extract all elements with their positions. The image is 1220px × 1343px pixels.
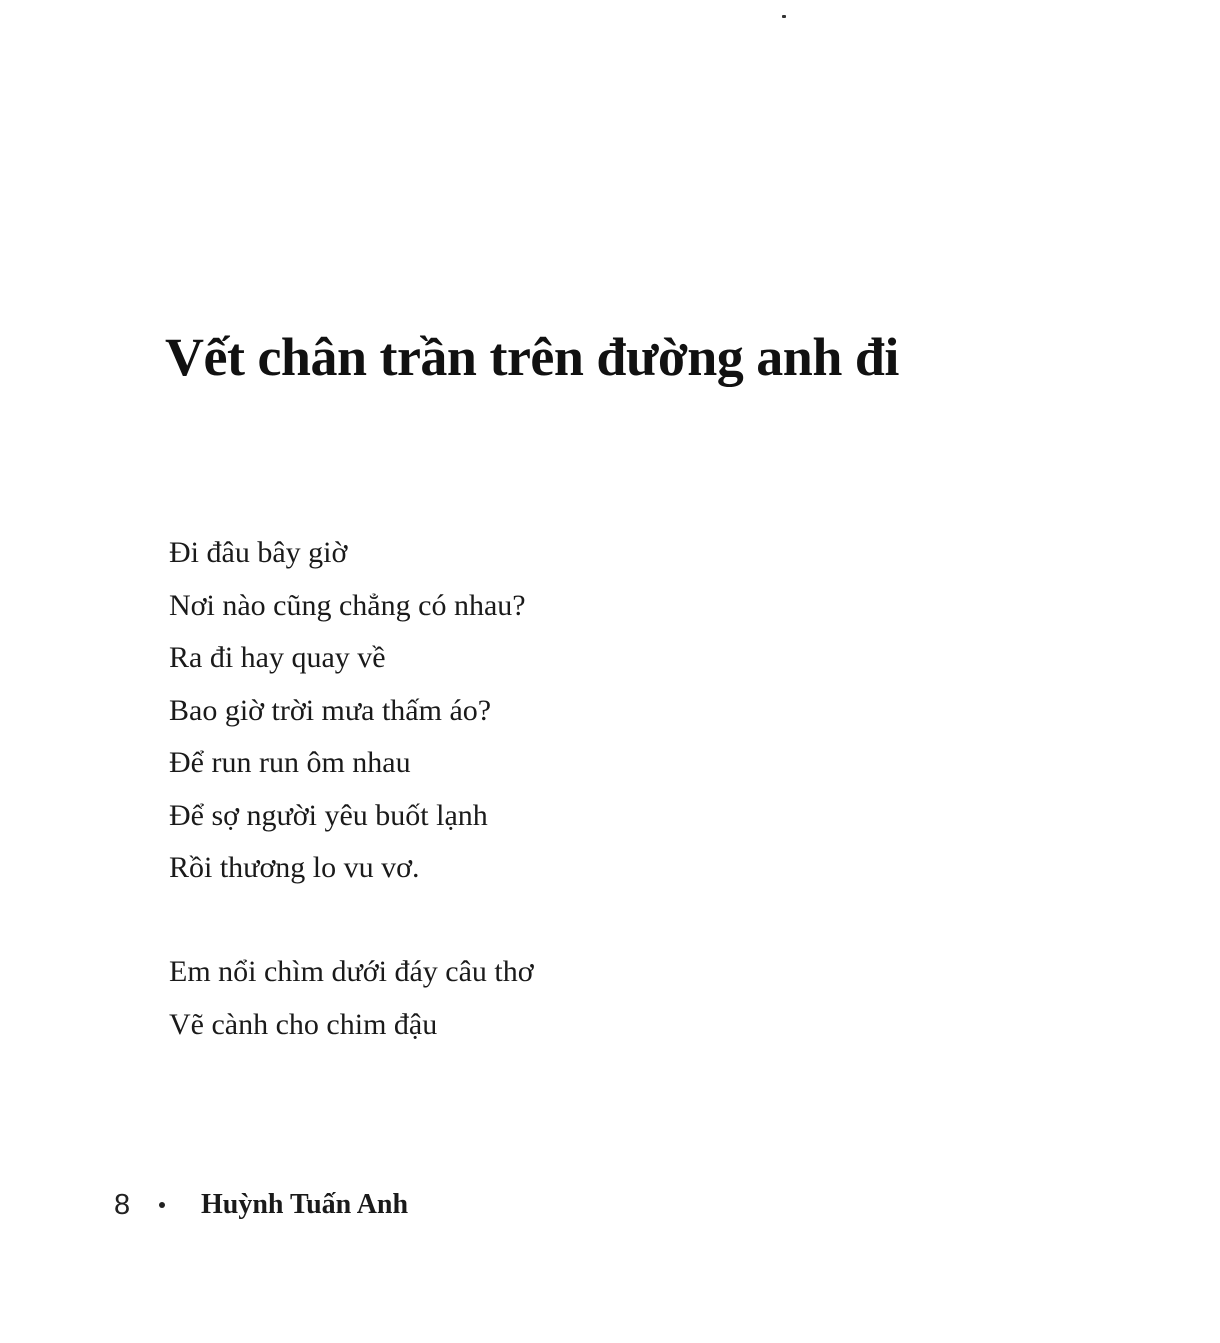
verse-line: Đi đâu bây giờ [169,536,348,569]
poem-title: Vết chân trần trên đường anh đi [165,327,899,387]
verse-line: Bao giờ trời mưa thấm áo? [169,693,492,727]
scan-speck [782,15,786,18]
verse-line: Nơi nào cũng chẳng có nhau? [169,588,526,622]
page-footer [114,1183,408,1227]
stanza-1 [169,527,526,895]
verse-line: Ra đi hay quay về [169,641,386,674]
verse-line: Vẽ cành cho chim đậu [169,1007,438,1041]
bullet-separator-icon [159,1202,165,1208]
verse-line: Em nổi chìm dưới đáy câu thơ [169,955,534,988]
page-number: 8 [114,1188,131,1221]
verse-line: Rồi thương lo vu vơ. [169,851,420,884]
verse-line: Để run run ôm nhau [169,746,411,779]
verse-line: Để sợ người yêu buốt lạnh [169,798,488,832]
stanza-2 [169,946,534,1051]
author-name: Huỳnh Tuấn Anh [201,1189,409,1220]
